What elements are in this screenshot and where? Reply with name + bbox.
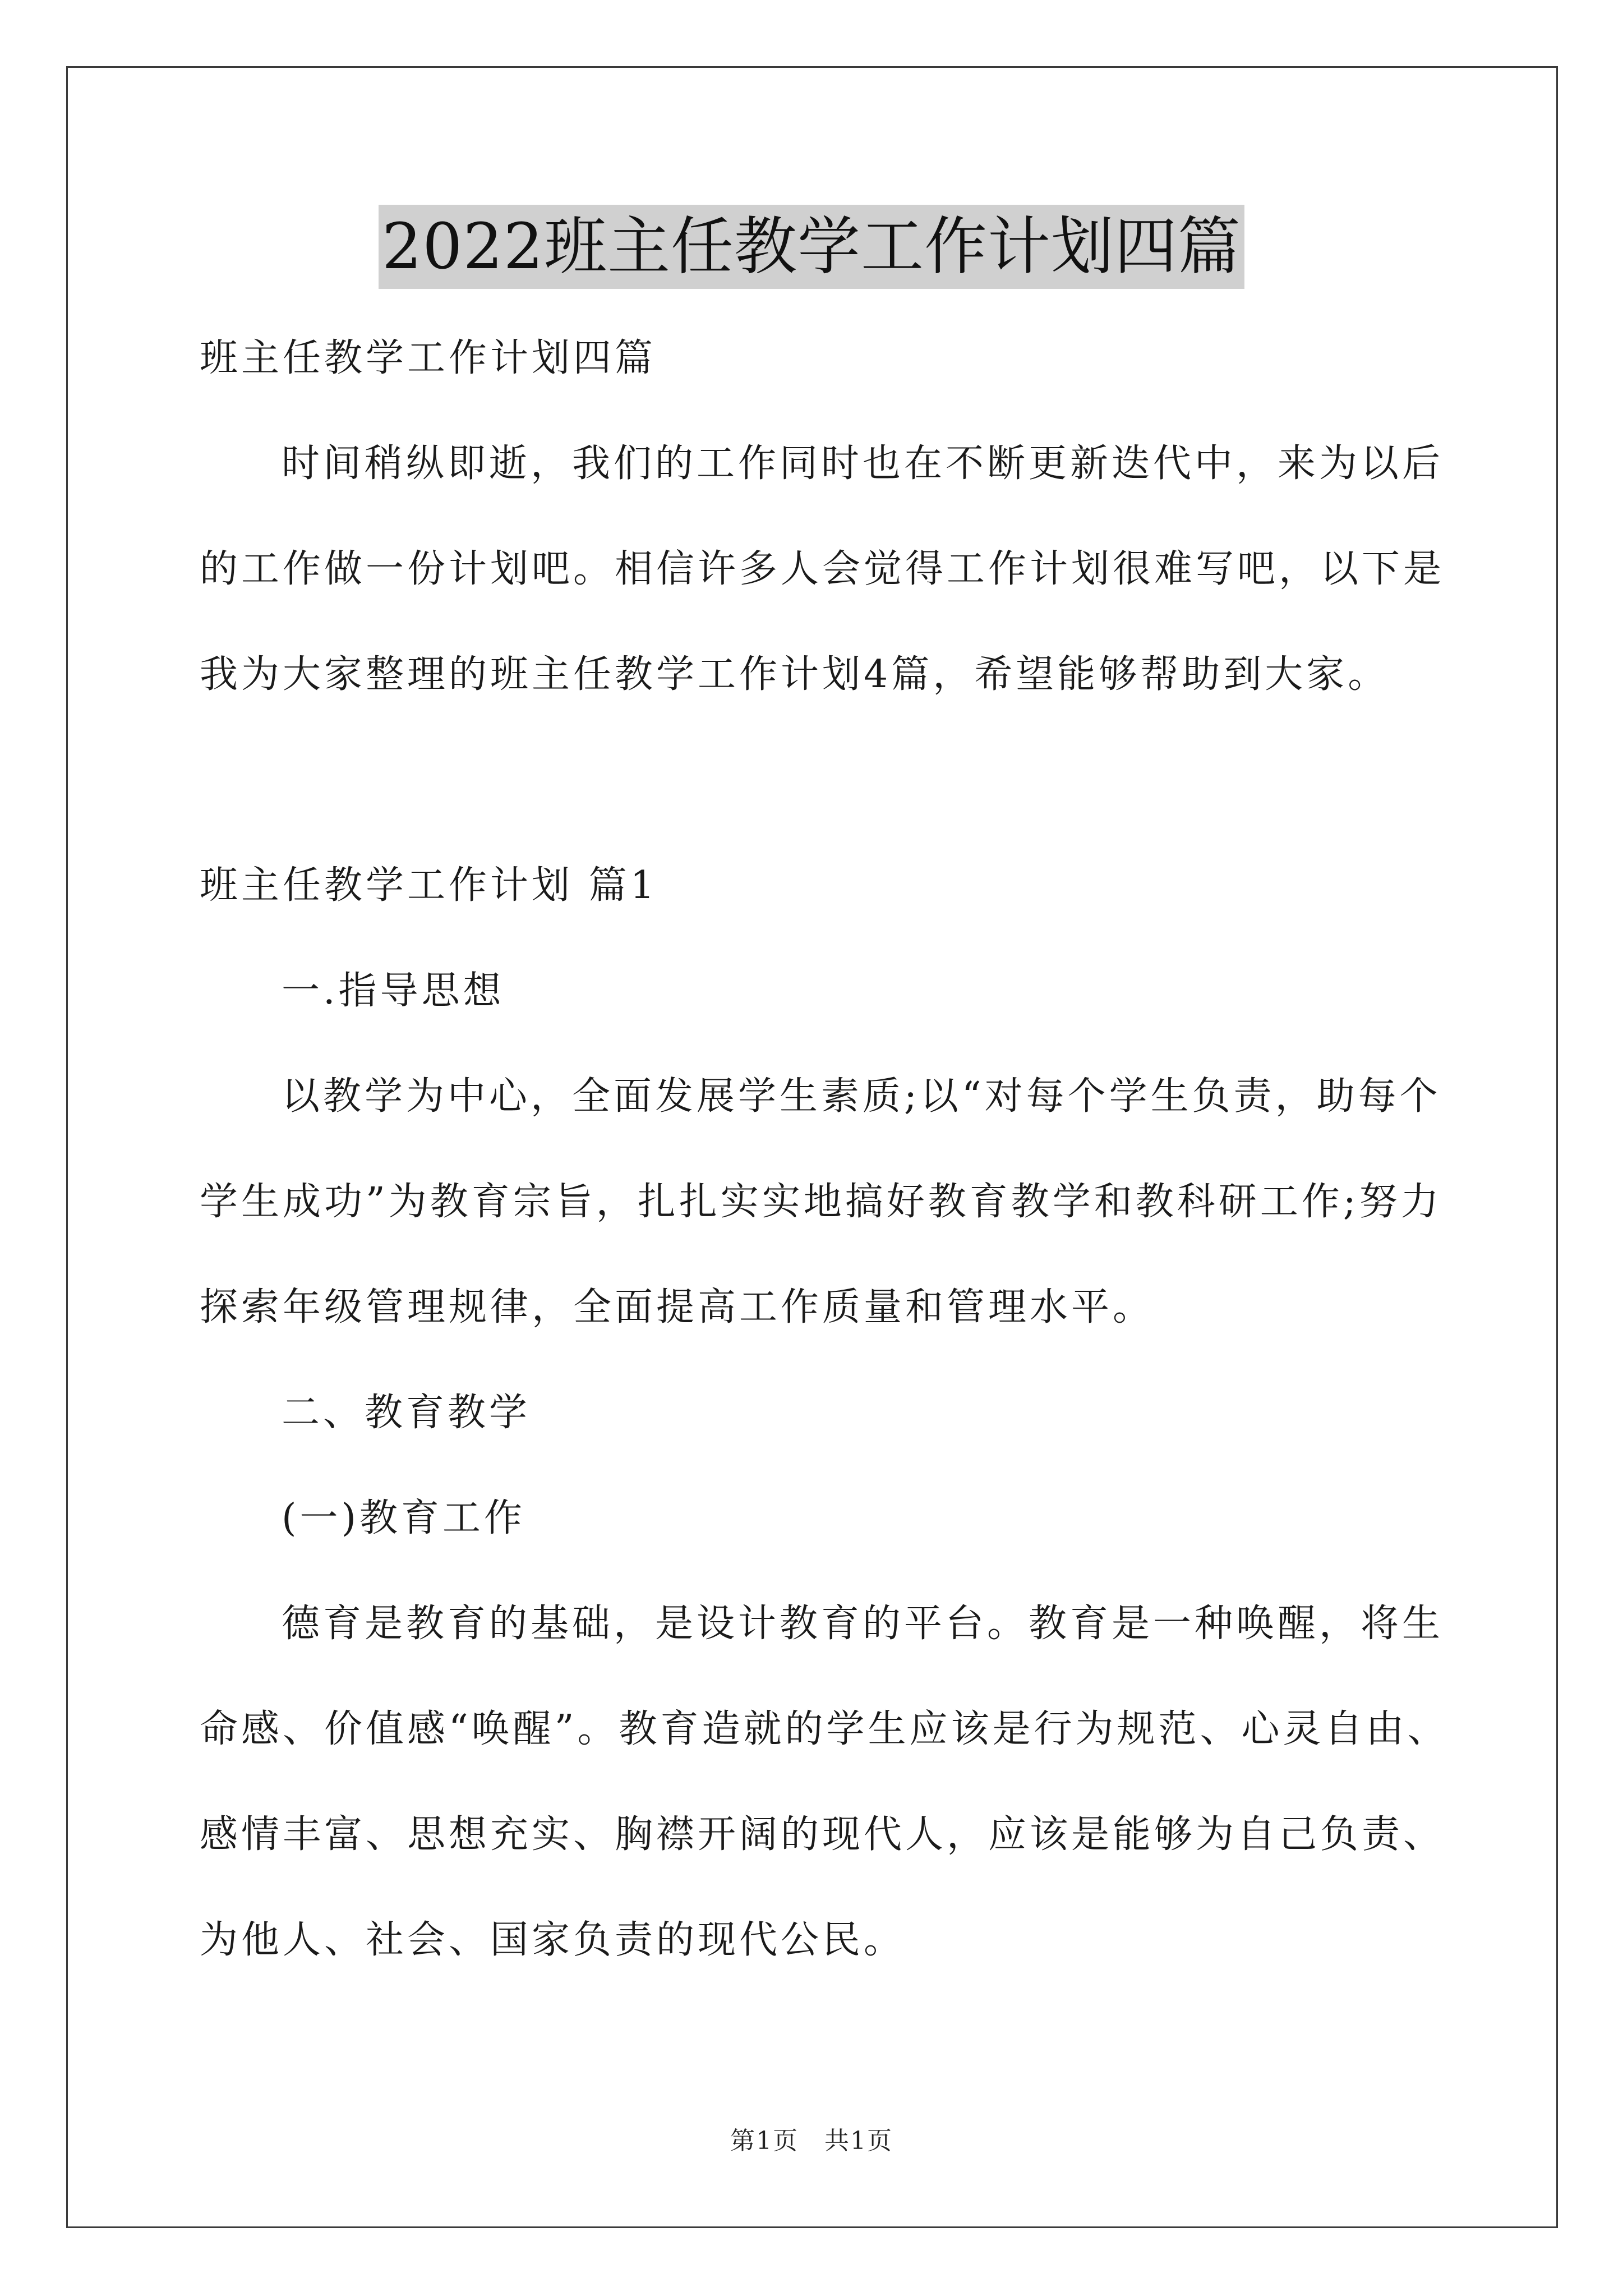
document-title: 2022班主任教学工作计划四篇 <box>379 205 1244 289</box>
moral-paragraph-line-2: 命感、价值感“唤醒”。教育造就的学生应该是行为规范、心灵自由、 <box>200 1707 1449 1751</box>
guiding-paragraph-line-3: 探索年级管理规律，全面提高工作质量和管理水平。 <box>200 1285 1155 1329</box>
moral-paragraph-line-3: 感情丰富、思想充实、胸襟开阔的现代人，应该是能够为自己负责、 <box>200 1812 1445 1857</box>
subtitle-line: 班主任教学工作计划四篇 <box>200 336 657 380</box>
heading-guiding-thought: 一.指导思想 <box>282 969 505 1013</box>
title-container <box>0 205 1623 289</box>
intro-paragraph-line-2: 的工作做一份计划吧。相信许多人会觉得工作计划很难写吧，以下是 <box>200 547 1445 591</box>
document-body <box>200 306 1449 1993</box>
section-heading: 班主任教学工作计划 篇1 <box>200 863 658 908</box>
heading-education-teaching: 二、教育教学 <box>282 1391 531 1435</box>
intro-paragraph-line-3: 我为大家整理的班主任教学工作计划4篇，希望能够帮助到大家。 <box>200 652 1390 697</box>
guiding-paragraph-line-1: 以教学为中心，全面发展学生素质;以“对每个学生负责，助每个 <box>282 1074 1441 1119</box>
page-footer: 第1页 共1页 <box>730 2127 893 2155</box>
blank-line <box>200 728 1433 833</box>
moral-paragraph-line-4: 为他人、社会、国家负责的现代公民。 <box>200 1918 906 1962</box>
moral-paragraph-line-1: 德育是教育的基础，是设计教育的平台。教育是一种唤醒，将生 <box>282 1602 1444 1646</box>
heading-education-work: (一)教育工作 <box>282 1496 526 1540</box>
intro-paragraph-line-1: 时间稍纵即逝，我们的工作同时也在不断更新迭代中，来为以后 <box>282 441 1444 486</box>
guiding-paragraph-line-2: 学生成功”为教育宗旨，扎扎实实地搞好教育教学和教科研工作;努力 <box>200 1180 1442 1224</box>
